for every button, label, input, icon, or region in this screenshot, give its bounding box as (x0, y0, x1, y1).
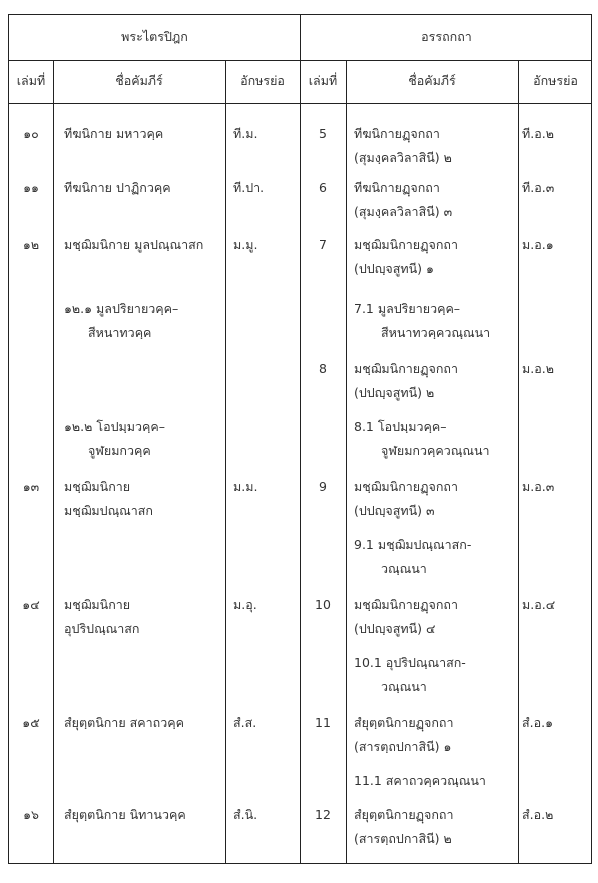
scripture-name-cont: มชฺฌิมปณฺณาสก (64, 503, 153, 518)
subsection-name-cont: สีหนาทวคฺค (88, 325, 152, 340)
commentary-subsection-cont: วณฺณนา (381, 679, 427, 694)
name-column-header: ชื่อคัมภีร์ (115, 73, 163, 88)
commentary-abbr: ม.อ.๒ (522, 361, 554, 376)
scripture-abbr: ม.ม. (233, 479, 258, 494)
commentary-header: อรรถกถา (421, 29, 472, 44)
col-divider (225, 15, 226, 863)
commentary-subsection: 11.1 สคาถวคฺควณฺณนา (354, 773, 486, 788)
canon-table (8, 14, 592, 864)
scripture-name: มชฺฌิมนิกาย มูลปณฺณาสก (64, 237, 204, 252)
scripture-name: มชฺฌิมนิกาย (64, 597, 131, 612)
scripture-abbr: ที.ปา. (233, 180, 265, 195)
commentary-volume: 12 (315, 807, 331, 822)
commentary-name-subtitle: (สารตฺถปกาสินี) ๑ (354, 739, 452, 754)
col-divider (53, 15, 54, 863)
commentary-name-subtitle: (ปปญฺจสูทนี) ๒ (354, 385, 435, 400)
commentary-subsection-cont: วณฺณนา (381, 561, 427, 576)
abbr-column-header: อักษรย่อ (240, 73, 285, 88)
commentary-subsection-cont: จูฬยมกวคฺควณฺณนา (381, 443, 490, 458)
commentary-name-column-header: ชื่อคัมภีร์ (408, 73, 456, 88)
commentary-abbr: ม.อ.๑ (522, 237, 554, 252)
commentary-abbr: ที.อ.๒ (522, 126, 554, 141)
commentary-abbr: ที.อ.๓ (522, 180, 555, 195)
subsection-name: ๑๒.๑ มูลปริยายวคฺค– (64, 301, 179, 316)
commentary-name-subtitle: (สุมงฺคลวิลาสินี) ๓ (354, 204, 453, 219)
scripture-name: ทีฆนิกาย ปาฏิกวคฺค (64, 180, 171, 195)
scripture-name-cont: อุปริปณฺณาสก (64, 621, 140, 636)
scripture-name: สํยุตฺตนิกาย สคาถวคฺค (64, 715, 184, 730)
scripture-abbr: สํ.ส. (233, 715, 257, 730)
commentary-name: มชฺฌิมนิกายฏฺจกถา (354, 361, 458, 376)
commentary-volume: 10 (315, 597, 331, 612)
subsection-name: ๑๒.๒ โอปมฺมวคฺค– (64, 419, 165, 434)
commentary-name-subtitle: (ปปญฺจสูทนี) ๓ (354, 503, 435, 518)
scripture-abbr: ที.ม. (233, 126, 258, 141)
commentary-name: ทีฆนิกายฏฺจกถา (354, 180, 440, 195)
commentary-subsection: 9.1 มชฺฌิมปณฺณาสก- (354, 537, 472, 552)
commentary-name: มชฺฌิมนิกายฏฺจกถา (354, 479, 458, 494)
commentary-volume-column-header: เล่มที่ (308, 73, 338, 88)
commentary-name-subtitle: (สุมงฺคลวิลาสินี) ๒ (354, 150, 452, 165)
commentary-name-subtitle: (ปปญฺจสูทนี) ๔ (354, 621, 436, 636)
scripture-name: มชฺฌิมนิกาย (64, 479, 131, 494)
col-divider (300, 15, 301, 863)
commentary-name: สํยุตฺตนิกายฏฺจกถา (354, 807, 454, 822)
scripture-abbr: สํ.นิ. (233, 807, 258, 822)
volume-number: ๑๒ (22, 237, 40, 252)
commentary-volume: 6 (319, 180, 327, 195)
commentary-subsection: 7.1 มูลปริยายวคฺค– (354, 301, 461, 316)
tipitaka-header: พระไตรปิฎก (121, 29, 188, 44)
commentary-name: สํยุตฺตนิกายฏฺจกถา (354, 715, 454, 730)
commentary-abbr: ม.อ.๓ (522, 479, 555, 494)
scripture-abbr: ม.มู. (233, 237, 258, 252)
volume-number: ๑๖ (23, 807, 39, 822)
commentary-name-subtitle: (ปปญฺจสูทนี) ๑ (354, 261, 434, 276)
col-divider (518, 15, 519, 863)
commentary-abbr: สํ.อ.๒ (522, 807, 554, 822)
commentary-subsection: 8.1 โอปมฺมวคฺค– (354, 419, 447, 434)
commentary-subsection-cont: สีหนาทวคฺควณฺณนา (381, 325, 491, 340)
header-divider (9, 103, 591, 104)
commentary-abbr-column-header: อักษรย่อ (533, 73, 578, 88)
commentary-volume: 5 (319, 126, 327, 141)
volume-number: ๑๑ (23, 180, 39, 195)
scripture-abbr: ม.อุ. (233, 597, 257, 612)
scripture-name: สํยุตฺตนิกาย นิทานวคฺค (64, 807, 186, 822)
volume-number: ๑๓ (22, 479, 40, 494)
commentary-abbr: สํ.อ.๑ (522, 715, 554, 730)
col-divider (346, 15, 347, 863)
volume-number: ๑๕ (22, 715, 40, 730)
subsection-name-cont: จูฬยมกวคฺค (88, 443, 151, 458)
commentary-volume: 8 (319, 361, 327, 376)
commentary-abbr: ม.อ.๔ (522, 597, 556, 612)
commentary-volume: 9 (319, 479, 327, 494)
commentary-name: มชฺฌิมนิกายฏฺจกถา (354, 597, 458, 612)
volume-number: ๑๐ (23, 126, 39, 141)
scripture-name: ทีฆนิกาย มหาวคฺค (64, 126, 164, 141)
volume-number: ๑๔ (22, 597, 40, 612)
commentary-volume: 11 (315, 715, 331, 730)
commentary-name: ทีฆนิกายฏฺจกถา (354, 126, 440, 141)
header-divider (9, 60, 591, 61)
commentary-name-subtitle: (สารตฺถปกาสินี) ๒ (354, 831, 452, 846)
commentary-name: มชฺฌิมนิกายฏฺจกถา (354, 237, 458, 252)
commentary-volume: 7 (319, 237, 327, 252)
commentary-subsection: 10.1 อุปริปณฺณาสก- (354, 655, 466, 670)
volume-column-header: เล่มที่ (16, 73, 46, 88)
